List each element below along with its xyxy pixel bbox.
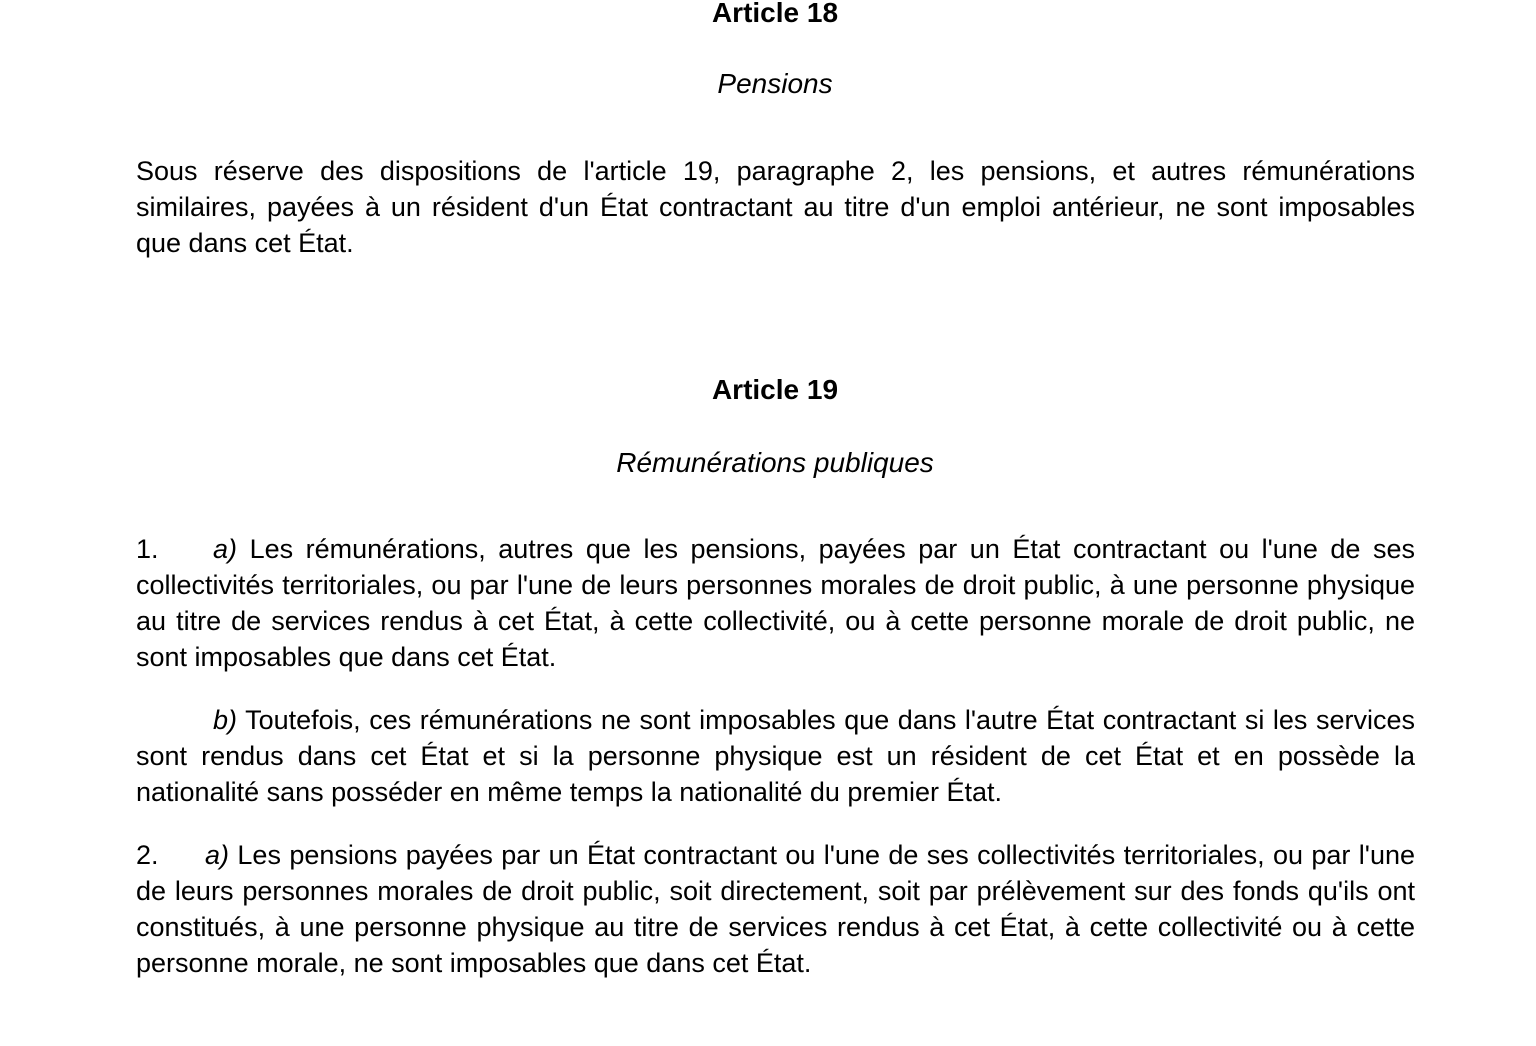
article-18-title: Article 18 — [711, 0, 839, 28]
article-19-title: Article 19 — [711, 374, 839, 405]
article-18-subtitle: Pensions — [717, 68, 833, 99]
paragraph-letter: a) — [205, 840, 230, 870]
paragraph-letter: a) — [213, 534, 238, 564]
paragraph-text: Les pensions payées par un État contractant ou l'une de ses collectivités territoriales, ou par l'une de leurs personnes morales de droit public, soit directement, soit par prélèvement sur des fonds qu'ils ont constitués, à une personne physique au titre de services rendus à cet État, à cette collectivité ou à cette personne morale, ne sont imposables que dans cet État. — [136, 840, 1415, 978]
paragraph-text: Toutefois, ces rémunérations ne sont imposables que dans l'autre État contractant si les services sont rendus dans cet État et si la personne physique est un résident de cet État et en possède la nationalité sans posséder en même temps la nationalité du premier État. — [136, 705, 1416, 807]
article-19-paragraph-2a — [136, 837, 1415, 981]
article-19-paragraph-1a — [136, 531, 1415, 675]
paragraph-number: 1. — [136, 534, 159, 564]
article-18-paragraph: Sous réserve des dispositions de l'article 19, paragraphe 2, les pensions, et autres rémunérations similaires, payées à un résident d'un État contractant au titre d'un emploi antérieur, ne sont imposables que dans cet État. — [136, 156, 1415, 258]
article-19-subtitle: Rémunérations publiques — [616, 447, 934, 478]
article-19-paragraph-1b — [136, 702, 1415, 810]
paragraph-number: 2. — [136, 840, 159, 870]
paragraph-letter: b) — [213, 705, 238, 735]
paragraph-text: Les rémunérations, autres que les pensions, payées par un État contractant ou l'une de ses collectivités territoriales, ou par l'une de leurs personnes morales de droit public, à une personne physique au titre de services rendus à cet État, à cette collectivité, ou à cette personne morale de droit public, ne sont imposables que dans cet État. — [136, 534, 1415, 672]
